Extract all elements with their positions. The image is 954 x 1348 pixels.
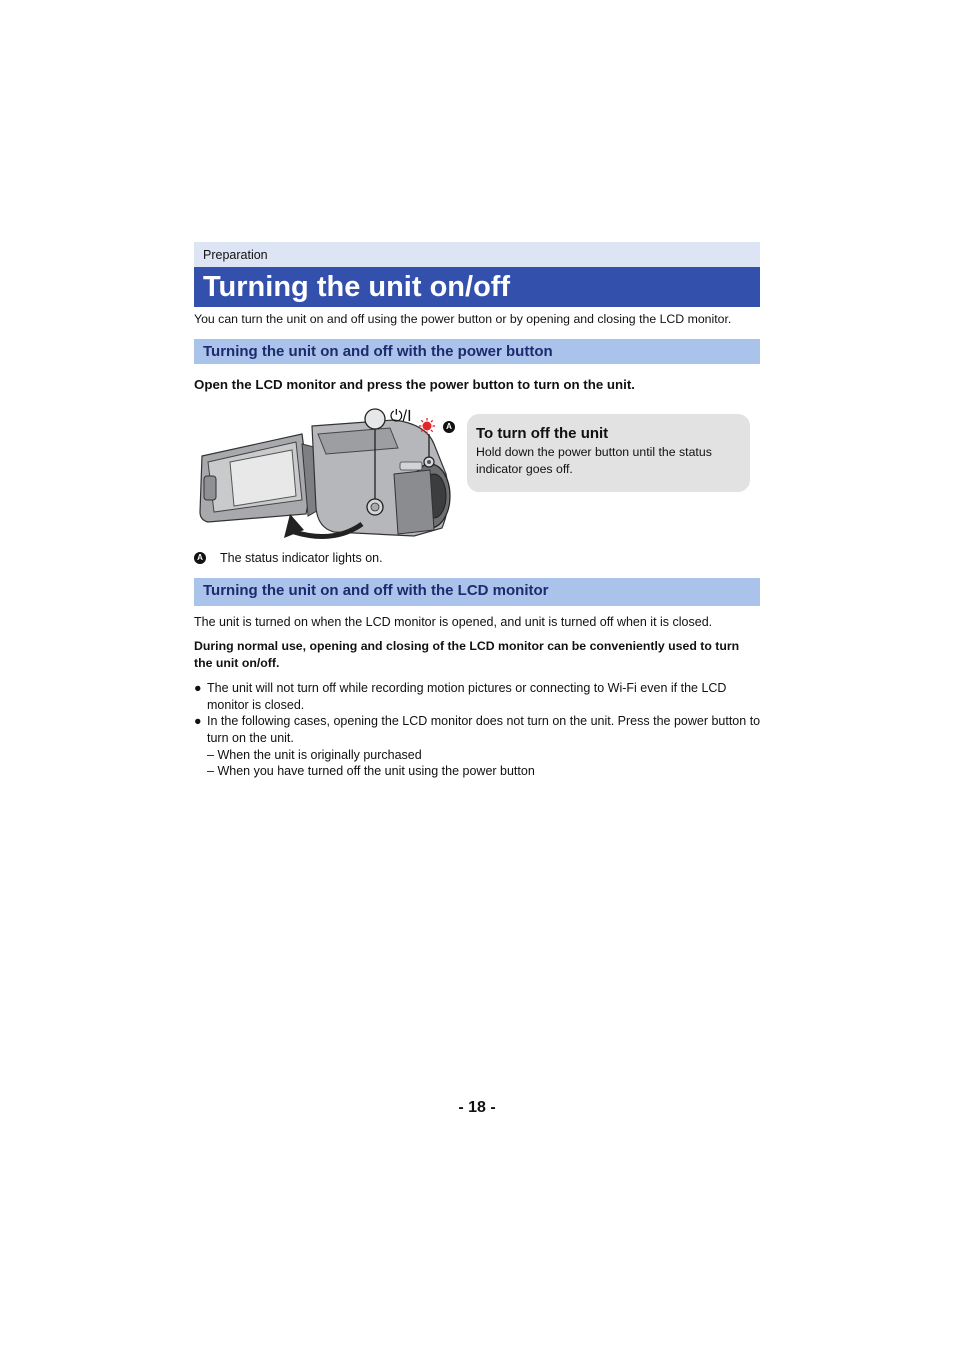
page-number: - 18 - — [458, 1099, 496, 1116]
section-heading-power-button: Turning the unit on and off with the power button — [194, 339, 760, 364]
instruction-text: Open the LCD monitor and press the power button to turn on the unit. — [194, 377, 635, 392]
camcorder-illustration — [194, 404, 464, 549]
dash-icon: – — [207, 764, 214, 778]
intro-text: You can turn the unit on and off using the power button or by opening and closing the LCD monitor. — [194, 312, 732, 326]
bullet-dot-icon: ● — [194, 681, 202, 695]
power-symbol-label: ⏻/I — [390, 408, 412, 425]
breadcrumb: Preparation — [203, 248, 268, 262]
camcorder-drawing — [194, 404, 464, 549]
dash-icon: – — [207, 748, 214, 762]
section-heading-lcd-monitor: Turning the unit on and off with the LCD monitor — [194, 578, 760, 606]
dash-item — [207, 747, 422, 764]
dash-item — [207, 763, 535, 780]
lcd-bold-paragraph: During normal use, opening and closing of the LCD monitor can be conveniently used to turn the unit on/off. — [194, 639, 740, 670]
bullet-text: The unit will not turn off while recording motion pictures or connecting to Wi-Fi even if the LCD monitor is closed. — [207, 681, 727, 712]
callout-text: Hold down the power button until the status indicator goes off. — [476, 445, 712, 476]
bullet-text: In the following cases, opening the LCD monitor does not turn on the unit. Press the power button to turn on the unit. — [207, 714, 761, 745]
title-bar — [194, 267, 760, 307]
breadcrumb-bar — [194, 242, 760, 267]
lcd-paragraph: The unit is turned on when the LCD monitor is opened, and unit is turned off when it is closed. — [194, 615, 713, 629]
bullet-dot-icon: ● — [194, 714, 202, 728]
page-title: Turning the unit on/off — [203, 271, 511, 303]
note-text: The status indicator lights on. — [220, 551, 383, 565]
dash-text: When the unit is originally purchased — [217, 748, 422, 762]
bullet-item — [194, 713, 764, 746]
bullet-item — [194, 680, 764, 713]
dash-text: When you have turned off the unit using the power button — [217, 764, 535, 778]
callout-box — [467, 414, 750, 492]
marker-a-badge: A — [443, 421, 455, 433]
note-a-badge: A — [194, 552, 206, 564]
callout-title: To turn off the unit — [476, 425, 609, 442]
